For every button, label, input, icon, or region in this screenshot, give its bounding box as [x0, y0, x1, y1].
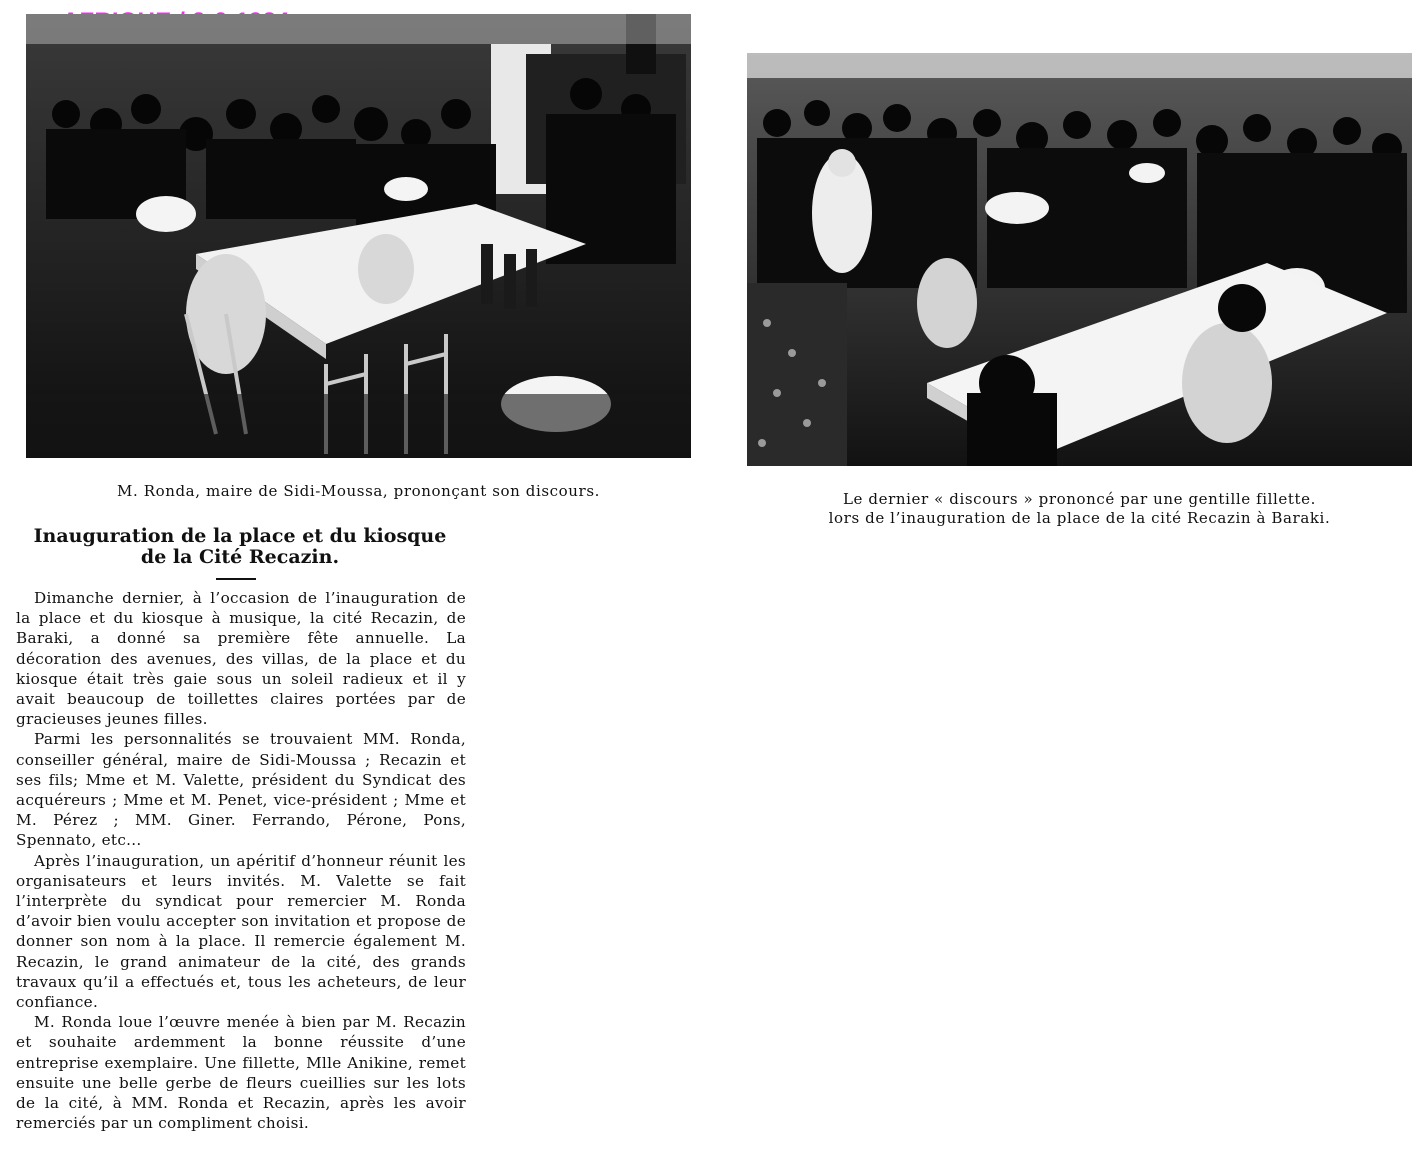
article-headline-line-1: Inauguration de la place et du kiosque	[33, 525, 447, 547]
photo-caption-right-line-2: lors de l’inauguration de la place de la cité Recazin à Baraki.	[828, 509, 1331, 527]
headline-divider	[216, 578, 256, 580]
banquet-photo-speech	[26, 14, 691, 458]
article-headline-line-2: de la Cité Recazin.	[140, 546, 340, 568]
article-paragraph: Après l’inauguration, un apéritif d’honneur réunit les organisateurs et leurs invités. M. Valette se fait l’interprète du syndicat pour remercier M. Ronda d’avoir bien voulu accepter son invitation et propose de donner son nom à la place. Il remercie également M. Recazin, le grand animateur de la cité, des grands travaux qu’il a effectués et, tous les acheteurs, de leur confiance.	[16, 851, 466, 1012]
article-paragraph: Dimanche dernier, à l’occasion de l’inauguration de la place et du kiosque à musique, la cité Recazin, de Baraki, a donné sa première fête annuelle. La décoration des avenues, des villas, de la place et du kiosque était très gaie sous un soleil radieux et il y avait beaucoup de toillettes claires portées par de gracieuses jeunes filles.	[16, 589, 466, 729]
article-paragraph: M. Ronda loue l’œuvre menée à bien par M. Recazin et souhaite ardemment la bonne réussite d’une entreprise exemplaire. Une fillette, Mlle Anikine, remet ensuite une belle gerbe de fleurs cueillies sur les lots de la cité, à MM. Ronda et Recazin, après les avoir remerciés par un compliment choisi.	[16, 1013, 466, 1133]
photo-caption-right	[747, 490, 1412, 528]
article-headline	[20, 526, 460, 568]
photo-caption-left: M. Ronda, maire de Sidi-Moussa, prononçant son discours.	[117, 482, 600, 500]
article-paragraph: Parmi les personnalités se trouvaient MM. Ronda, conseiller général, maire de Sidi-Moussa ; Recazin et ses fils; Mme et M. Valette, président du Syndicat des acquéreurs ; Mme et M. Penet, vice-président ; Mme et M. Pérez ; MM. Giner. Ferrando, Pérone, Pons, Spennato, etc...	[16, 730, 466, 850]
banquet-photo-crowd	[747, 53, 1412, 466]
photo-caption-right-line-1: Le dernier « discours » prononcé par une gentille fillette.	[842, 490, 1317, 508]
banquet-photo-crowd-icon	[747, 53, 1412, 466]
banquet-photo-speech-icon	[26, 14, 691, 458]
article-body	[16, 588, 466, 1133]
